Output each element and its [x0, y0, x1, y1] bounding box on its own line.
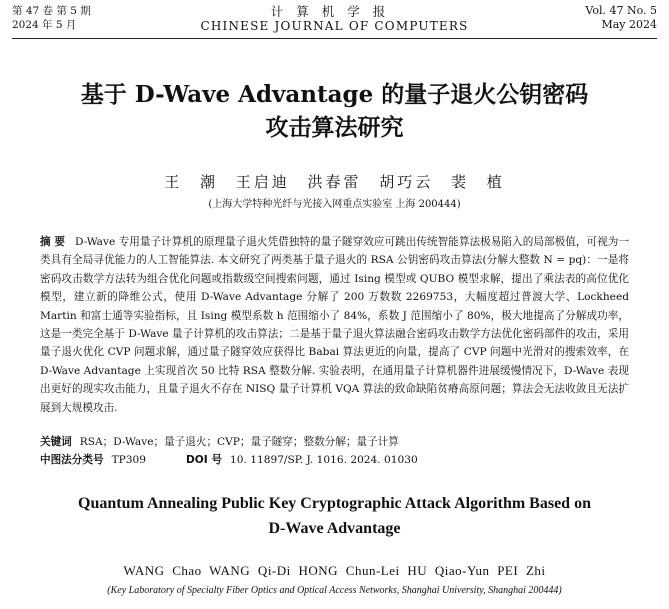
- keywords-text: RSA；D-Wave；量子退火；CVP；量子隧穿；整数分解；量子计算: [79, 436, 399, 448]
- header-right: [585, 4, 657, 32]
- authors-cn: 王 潮 王启迪 洪春雷 胡巧云 裴 植: [164, 173, 505, 191]
- title-cn-line-1: 基于 D-Wave Advantage 的量子退火公钥密码: [80, 81, 589, 108]
- abstract-text: D-Wave 专用量子计算机的原理量子退火凭借独特的量子隧穿效应可跳出传统智能算法极易陷入的局部极值，可视为一类具有全局寻优能力的人工智能算法. 本文研究了两类基于量子退火的 RSA 公钥密码攻击算法(分解大整数 N = pq)：一是将密码攻击数学方法转为组合优化问题或指数级空间搜索问题，通过 Ising 模型或 QUBO 模型求解，提出了乘法表的高位优化模型，建立新的降维公式，使用 D-Wave Advantage 分解了 200 万数数 2269753，大幅度超过普渡大学、Lockheed Martin 和富士通等实验指标，且 Ising 模型系数 h 范围缩小了 84%，系数 J 范围缩小了 80%，极大地提高了分解成功率，这是一类完全基于 D-Wave 量子计算机的攻击算法；二是基于量子退火算法融合密码攻击数学方法优化密码部件的攻击，采用量子退火优化 CVP 问题求解，通过量子隧穿效应获得比 Babai 算法更近的向量，提高了 CVP 问题中光滑对的搜索效率，在 D-Wave Advantage 上实现首次 50 比特 RSA 整数分解. 实验表明，在通用量子计算机器件进展缓慢情况下，D-Wave 表现出更好的现实攻击能力，且量子退火不存在 NISQ 量子计算机 VQA 算法的致命缺陷贫瘠高原问题；算法会无法收敛且无法扩展到大规模攻击.: [40, 236, 629, 414]
- paper-title-en: [20, 491, 649, 541]
- title-en-line-1: Quantum Annealing Public Key Cryptographic Attack Algorithm Based on: [78, 495, 591, 512]
- header-center: [12, 4, 657, 34]
- volume-issue-en: Vol. 47 No. 5: [585, 4, 657, 17]
- abstract-label: 摘 要: [40, 236, 65, 248]
- keywords-label: 关键词: [40, 436, 72, 448]
- abstract-cn: [40, 233, 629, 417]
- authors-en: WANG Chao WANG Qi-Di HONG Chun-Lei HU Qiao-Yun PEI Zhi: [123, 563, 546, 578]
- volume-issue-cn: 第 47 卷 第 5 期: [12, 5, 91, 17]
- title-cn-line-2: 攻击算法研究: [265, 114, 404, 141]
- classification-line: [40, 451, 639, 469]
- doi-value: 10. 11897/SP. J. 1016. 2024. 01030: [230, 454, 418, 466]
- journal-name-en: CHINESE JOURNAL OF COMPUTERS: [200, 19, 469, 33]
- header-divider: [12, 38, 657, 39]
- keywords: [40, 433, 639, 451]
- affiliation-cn: (上海大学特种光纤与光接入网重点实验室 上海 200444): [208, 199, 461, 210]
- doi-label: DOI 号: [185, 454, 223, 466]
- classification-value: TP309: [111, 454, 146, 466]
- affiliation-en: (Key Laboratory of Specialty Fiber Optics and Optical Access Networks, Shanghai University, Shanghai 200444): [107, 585, 562, 596]
- date-cn: 2024 年 5 月: [12, 19, 77, 31]
- date-en: May 2024: [601, 18, 657, 31]
- paper-title-cn: [20, 78, 649, 144]
- journal-name-cn: 计算机学报: [270, 4, 399, 19]
- title-en-line-2: D-Wave Advantage: [268, 520, 401, 537]
- classification-label: 中图法分类号: [40, 454, 104, 466]
- journal-header: [12, 4, 657, 38]
